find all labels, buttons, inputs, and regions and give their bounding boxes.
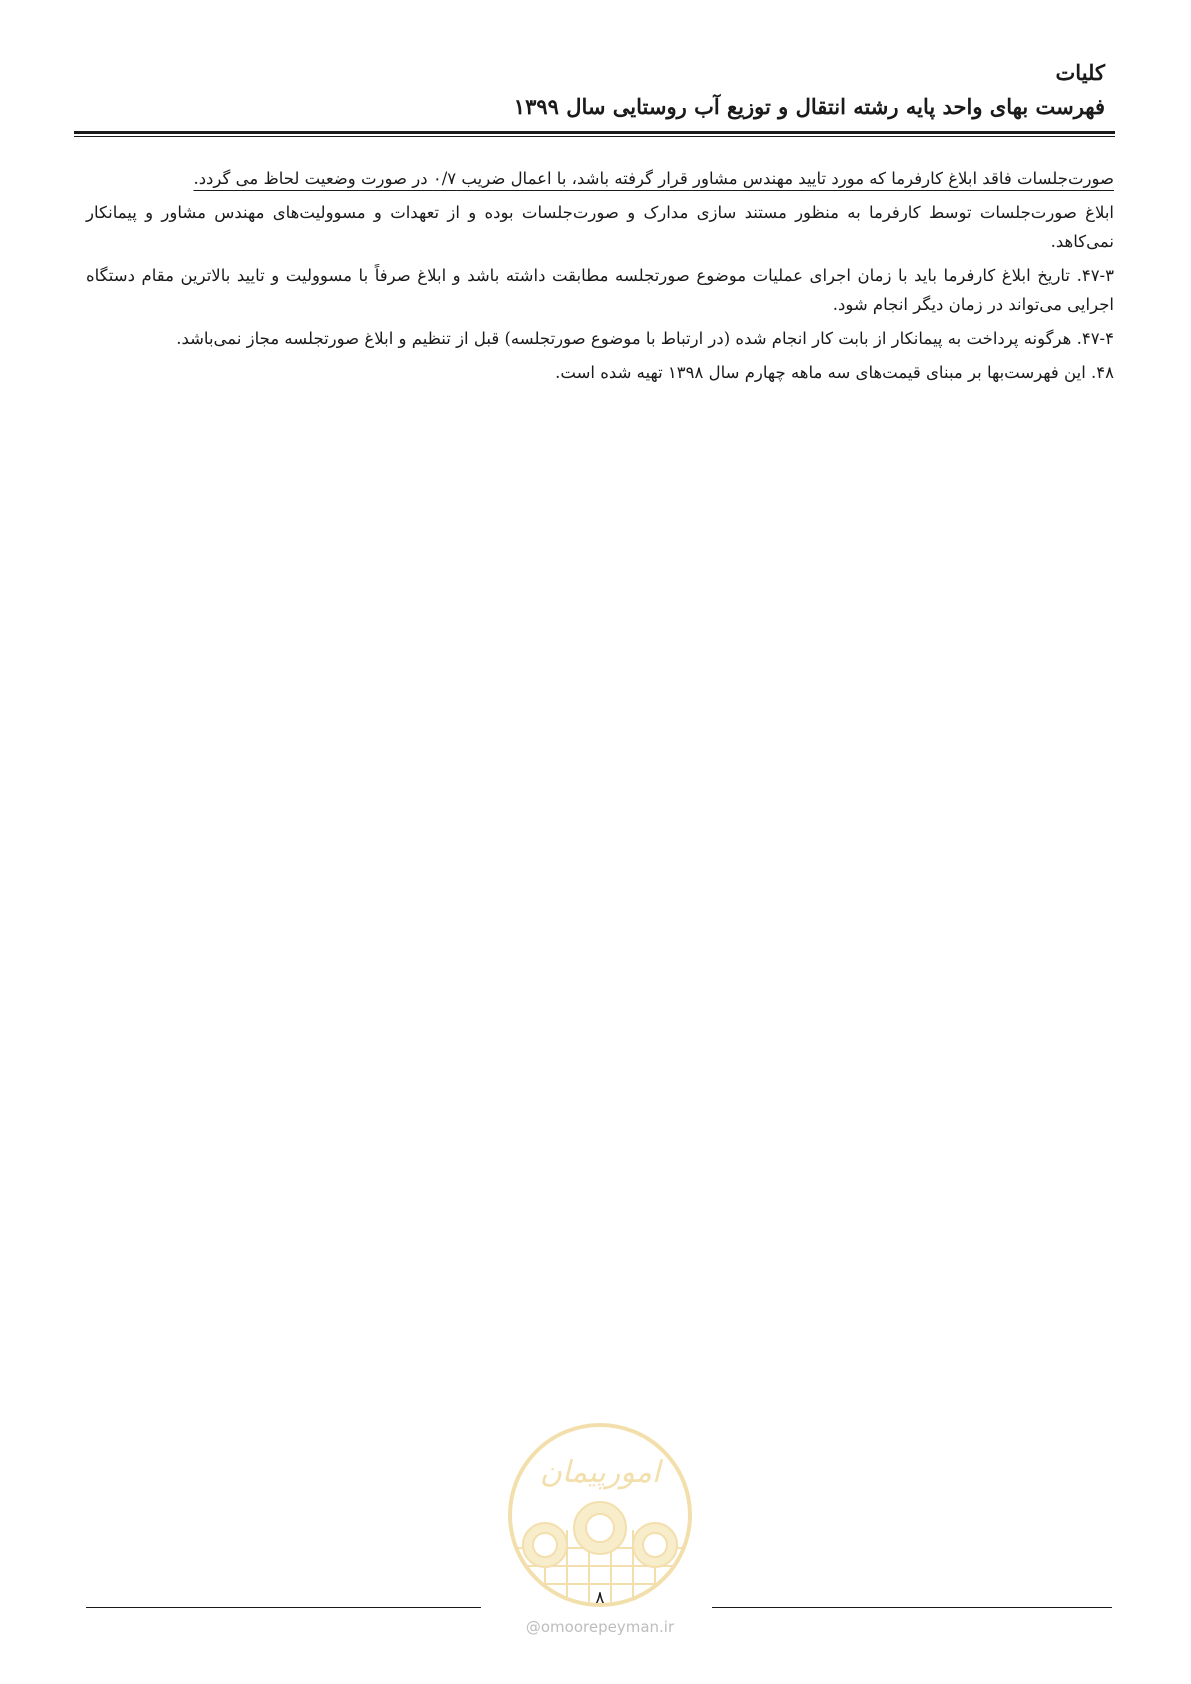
clause-47-4: ۴۷-۴. هرگونه پرداخت به پیمانکار از بابت کار انجام شده (در ارتباط با موضوع صورتجلسه) قبل از تنظیم و ابلاغ صورتجلسه مجاز نمی‌باشد. — [176, 329, 1114, 348]
underlined-clause: صورت‌جلسات فاقد ابلاغ کارفرما که مورد تایید مهندس مشاور قرار گرفته باشد، با اعمال ضریب ۰/۷ در صورت وضعیت لحاظ می گردد. — [193, 169, 1114, 188]
clause-47-3: ۴۷-۳. تاریخ ابلاغ کارفرما باید با زمان اجرای عملیات موضوع صورتجلسه مطابقت داشته باشد و ابلاغ صرفاً با مسوولیت و تایید بالاترین مقام دستگاه اجرایی می‌تواند در زمان دیگر انجام شود. — [86, 266, 1114, 314]
document-body — [86, 164, 1114, 392]
site-watermark-text: @omoorepeyman.ir — [525, 1618, 675, 1636]
gear-seal-logo-icon — [505, 1420, 695, 1610]
footer-divider-right — [712, 1607, 1112, 1608]
paragraph-2: ابلاغ صورت‌جلسات توسط کارفرما به منظور مستند سازی مدارک و صورت‌جلسات بوده و از تعهدات و مسوولیت‌های مهندس مشاور و پیمانکار نمی‌کاهد. — [86, 203, 1114, 251]
header-divider-thin — [74, 136, 1115, 137]
watermark-logo-text: امورپیمان — [539, 1455, 661, 1490]
document-title: فهرست بهای واحد پایه رشته انتقال و توزیع آب روستایی سال ۱۳۹۹ — [513, 94, 1105, 119]
page-number: ۸ — [595, 1588, 605, 1608]
section-title: کلیات — [1055, 60, 1105, 85]
paragraph-1 — [86, 164, 1114, 193]
page-header — [86, 58, 1105, 124]
clause-48: ۴۸. این فهرست‌بها بر مبنای قیمت‌های سه ماهه چهارم سال ۱۳۹۸ تهیه شده است. — [555, 363, 1114, 382]
footer-divider-left — [86, 1607, 481, 1608]
watermark-logo — [505, 1420, 695, 1610]
header-divider-thick — [74, 131, 1115, 134]
